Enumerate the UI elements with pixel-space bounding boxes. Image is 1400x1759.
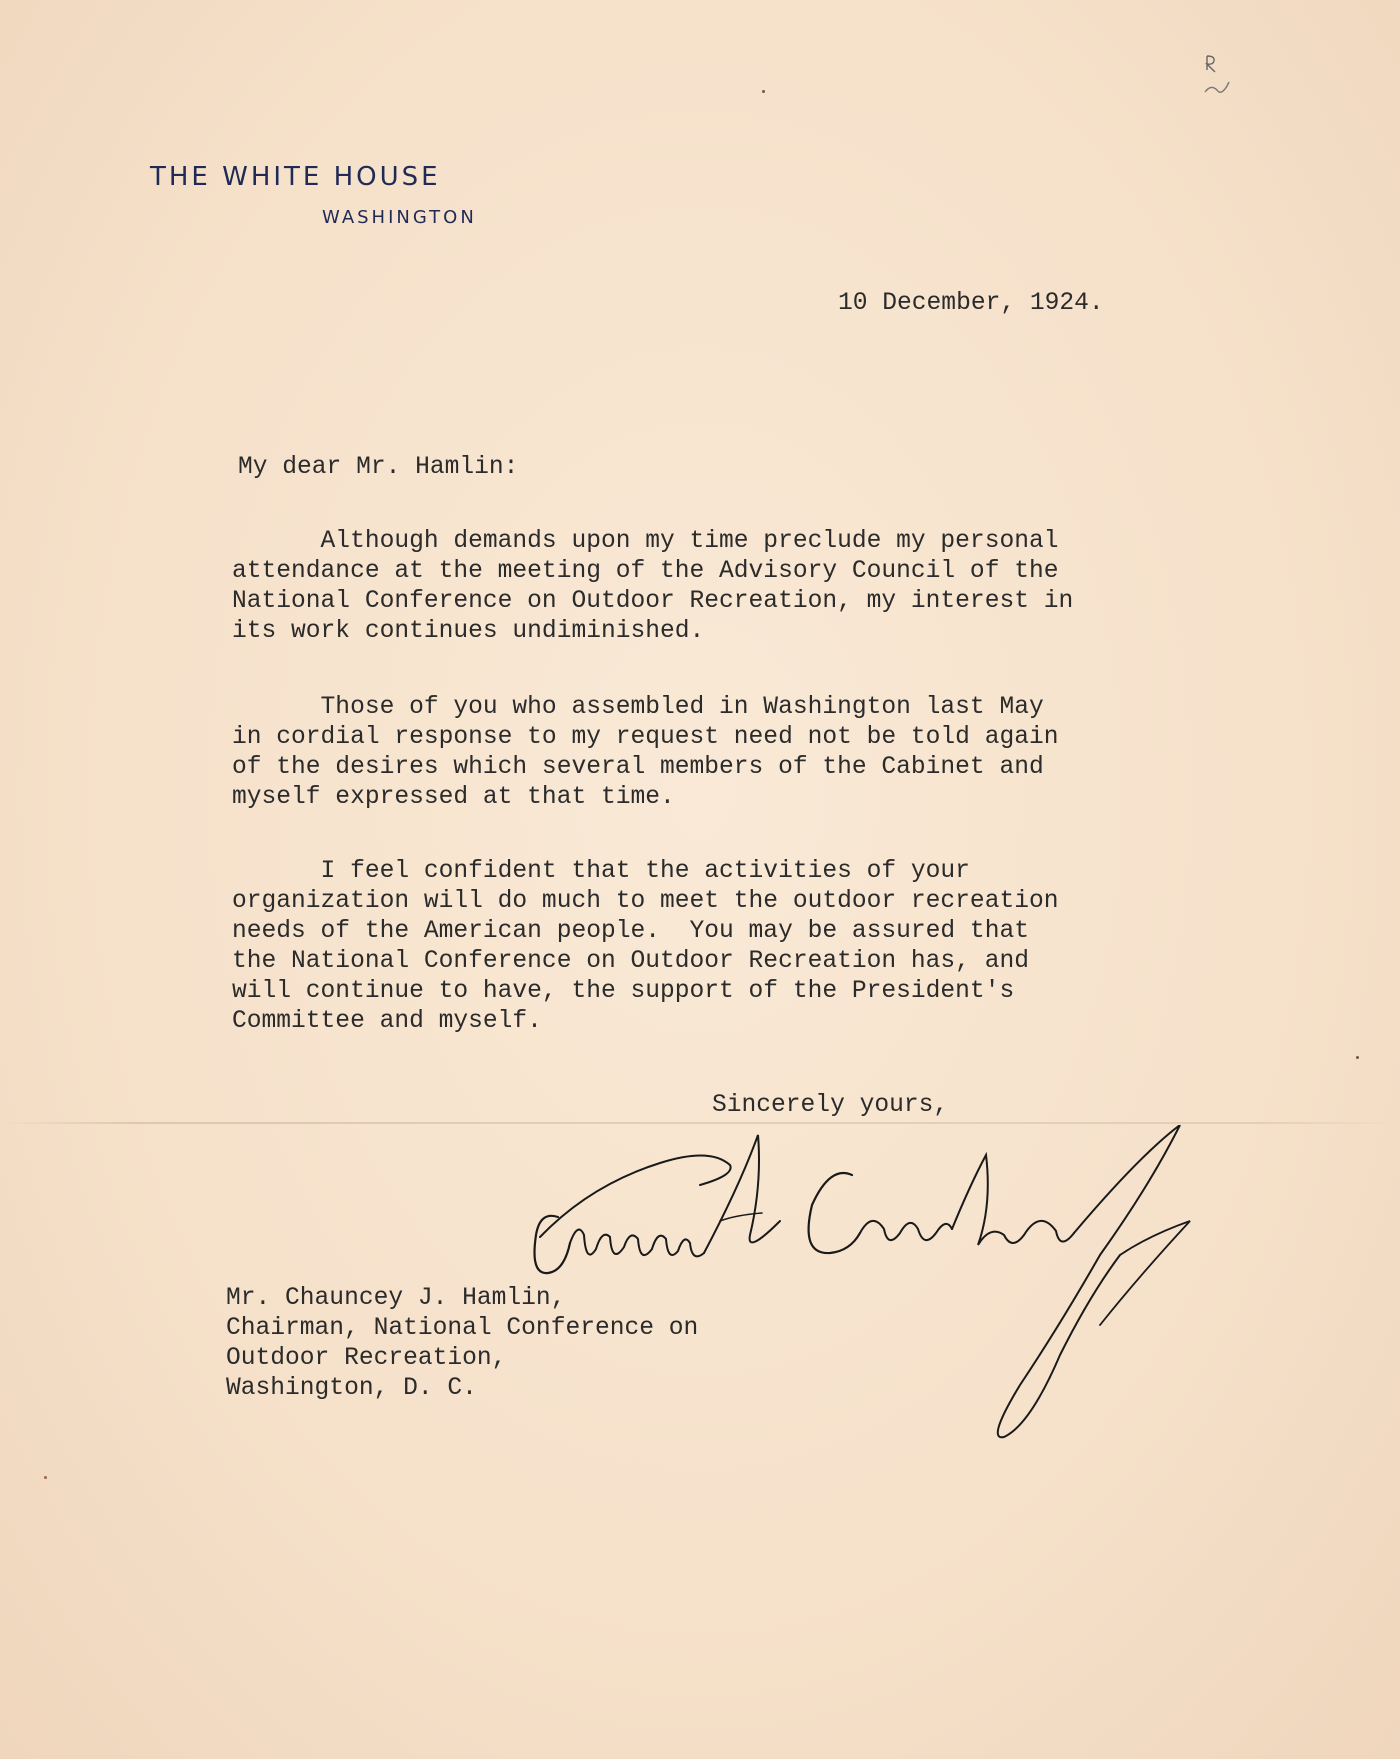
letterhead-title: THE WHITE HOUSE bbox=[150, 162, 441, 192]
handwritten-signature bbox=[500, 1125, 1260, 1485]
paragraph-3 bbox=[232, 857, 1059, 1037]
paragraph-line: its work continues undiminished. bbox=[232, 618, 705, 645]
paragraph-line: National Conference on Outdoor Recreation, my interest in bbox=[232, 588, 1074, 615]
paragraph-line: organization will do much to meet the outdoor recreation bbox=[232, 888, 1059, 915]
paragraph-line: Committee and myself. bbox=[232, 1008, 542, 1035]
paper-speck bbox=[1356, 1056, 1359, 1059]
paragraph-line: of the desires which several members of the Cabinet and bbox=[232, 754, 1044, 781]
paragraph-line: needs of the American people. You may be assured that bbox=[232, 918, 1029, 945]
closing-line: Sincerely yours, bbox=[712, 1092, 949, 1119]
paragraph-line: in cordial response to my request need not be told again bbox=[232, 724, 1059, 751]
paragraph-2 bbox=[232, 693, 1059, 813]
letter-date: 10 December, 1924. bbox=[838, 290, 1104, 317]
paper-speck bbox=[762, 90, 765, 93]
paragraph-line: attendance at the meeting of the Advisory Council of the bbox=[232, 558, 1059, 585]
paragraph-line: I feel confident that the activities of your bbox=[232, 858, 970, 885]
paragraph-1 bbox=[232, 527, 1073, 647]
pencil-notation-mark bbox=[1195, 48, 1245, 108]
paragraph-line: Although demands upon my time preclude my personal bbox=[232, 528, 1059, 555]
salutation: My dear Mr. Hamlin: bbox=[238, 454, 519, 481]
paragraph-line: the National Conference on Outdoor Recreation has, and bbox=[232, 948, 1029, 975]
address-line: Outdoor Recreation, bbox=[226, 1345, 507, 1372]
paragraph-line: myself expressed at that time. bbox=[232, 784, 675, 811]
paragraph-line: Those of you who assembled in Washington last May bbox=[232, 694, 1044, 721]
letterhead-subtitle: WASHINGTON bbox=[322, 207, 477, 228]
address-line: Washington, D. C. bbox=[226, 1375, 477, 1402]
paragraph-line: will continue to have, the support of the President's bbox=[232, 978, 1015, 1005]
paper-fold-line bbox=[0, 1122, 1400, 1124]
address-line: Mr. Chauncey J. Hamlin, bbox=[226, 1285, 566, 1312]
address-line: Chairman, National Conference on bbox=[226, 1315, 699, 1342]
paper-speck bbox=[44, 1476, 47, 1479]
